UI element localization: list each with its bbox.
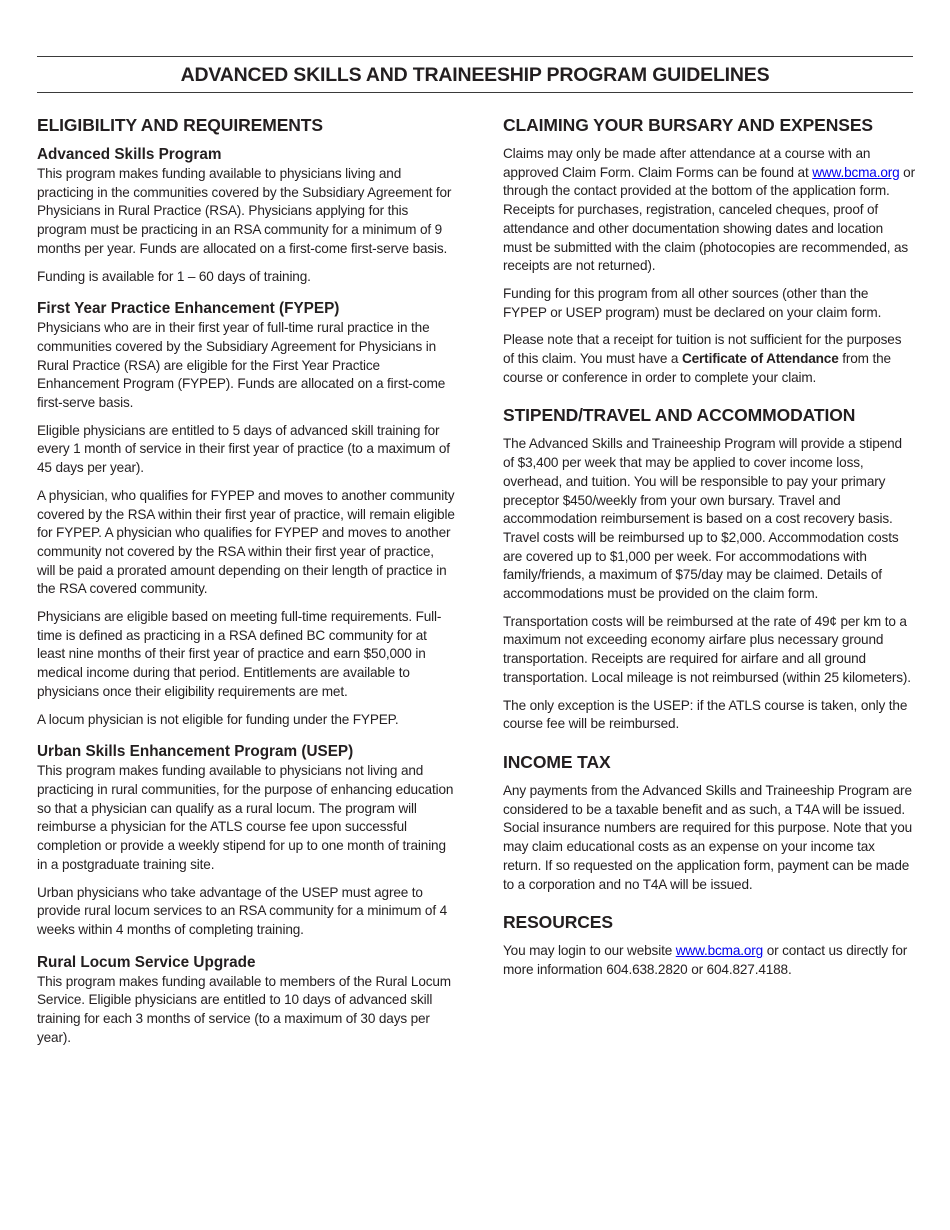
title-divider (37, 92, 913, 93)
claiming-paragraph-1 (503, 145, 915, 276)
fypep-paragraph-2: Eligible physicians are entitled to 5 days of advanced skill training for every 1 month of service in their first year of practice (to a maximum of 45 days per year). (37, 422, 450, 476)
rlsu-heading: Rural Locum Service Upgrade (37, 953, 256, 971)
stipend-paragraph-2: Transportation costs will be reimbursed at the rate of 49¢ per km to a maximum not exceeding economy airfare plus necessary ground transportation. Receipts are required for airfare and all ground transportation. Local mileage is not reimbursed (within 25 kilometers). (503, 613, 911, 685)
fypep-paragraph-3: A physician, who qualifies for FYPEP and moves to another community covered by the RSA within their first year of practice, will remain eligible for FYPEP. A physician who qualifies for FYPEP and moves to another community not covered by the RSA within their first year of practice, will be paid a prorated amount depending on their length of practice in the RSA covered community. (37, 487, 455, 597)
asp-paragraph-1: This program makes funding available to physicians living and practicing in the communities covered by the Subsidiary Agreement for Physicians in Rural Practice (RSA). Physicians applying for this program must be practicing in an RSA community for a minimum of 9 months per year. Funds are allocated on a first-come first-serve basis. (37, 166, 452, 256)
resources-text-b: or contact us directly for more information 604.638.2820 or 604.827.4188. (503, 943, 908, 977)
fypep-paragraph-1: Physicians who are in their first year of full-time rural practice in the communities covered by the Subsidiary Agreement for Physicians in Rural Practice (RSA) are eligible for the First Year Practice Enhancement Program (FYPEP). Funds are allocated on a first-come first-serve basis. (37, 320, 446, 411)
stipend-paragraph-1: The Advanced Skills and Traineeship Program will provide a stipend of $3,400 per week that may be applied to cover income loss, overhead, and tuition. You will be responsible to pay your primary preceptor $450/weekly from your own bursary. Travel and accommodation reimbursement is based on a cost recovery basis. Travel costs will be reimbursed up to $2,000. Accommodation costs are covered up to $1,000 per week. For accommodations with family/friends, a maximum of $75/day may be claimed. Details of accommodations must be provided on the claim form. (503, 436, 902, 602)
resources-paragraph-1 (503, 942, 915, 979)
claiming-p1-text-b: or through the contact provided at the bottom of the application form. Receipts for purchases, registration, canceled cheques, proof of attendance and other documentation showing dates and location must be submitted with the claim (photocopies are recommended, as receipts are not returned). (503, 164, 915, 274)
certificate-of-attendance-text: Certificate of Attendance (681, 351, 839, 367)
usep-paragraph-1: This program makes funding available to physicians not living and practicing in rural communities, for the purpose of enhancing education so that a physician can qualify as a rural locum. The program will reimburse a physician for the ATLS course fee upon successful completion or provide a weekly stipend for up to one month of training in a postgraduate training site. (37, 763, 454, 872)
stipend-heading: STIPEND/TRAVEL AND ACCOMMODATION (503, 405, 856, 426)
claiming-heading: CLAIMING YOUR BURSARY AND EXPENSES (503, 115, 873, 135)
stipend-paragraph-3: The only exception is the USEP: if the ATLS course is taken, only the course fee will be reimbursed. (503, 697, 908, 732)
income-tax-paragraph-1: Any payments from the Advanced Skills and Traineeship Program are considered to be a taxable benefit and as such, a T4A will be issued. Social insurance numbers are required for this purpose. Note that you may claim educational costs as an expense on your income tax return. If so requested on the application form, payment can be made to a corporation and no T4A will be issued. (503, 782, 913, 892)
resources-text-a: You may login to our website (503, 943, 676, 959)
bcma-website-link[interactable]: www.bcma.org (812, 164, 900, 180)
rlsu-paragraph-1: This program makes funding available to members of the Rural Locum Service. Eligible physicians are entitled to 10 days of advanced skill training for each 3 months of service (to a maximum of 30 days per year). (37, 973, 451, 1045)
fypep-paragraph-5: A locum physician is not eligible for funding under the FYPEP. (37, 711, 399, 727)
document-title: ADVANCED SKILLS AND TRAINEESHIP PROGRAM GUIDELINES (180, 64, 770, 86)
fypep-heading: First Year Practice Enhancement (FYPEP) (37, 300, 340, 318)
fypep-paragraph-4: Physicians are eligible based on meeting full-time requirements. Full-time is defined as practicing in a RSA defined BC community for at least nine months of their first year of practice and earn $50,000 in medical income during that period. Entitlements are available to physicians once their eligibility requirements are met. (37, 609, 442, 699)
claiming-p3-text-b: from the course or conference in order to complete your claim. (503, 351, 891, 385)
right-column (503, 113, 915, 989)
bcma-resources-link[interactable]: www.bcma.org (675, 943, 764, 959)
usep-heading: Urban Skills Enhancement Program (USEP) (37, 743, 354, 761)
claiming-paragraph-2: Funding for this program from all other sources (other than the FYPEP or USEP program) must be declared on your claim form. (503, 285, 882, 320)
left-column (37, 113, 455, 1056)
claiming-paragraph-3 (503, 331, 915, 387)
asp-paragraph-2: Funding is available for 1 – 60 days of training. (37, 268, 311, 284)
claiming-p1-text-a: Claims may only be made after attendance at a course with an approved Claim Form. Claim Forms can be found at (503, 146, 871, 180)
asp-heading: Advanced Skills Program (37, 146, 222, 163)
resources-heading: RESOURCES (503, 912, 613, 933)
eligibility-heading: ELIGIBILITY AND REQUIREMENTS (37, 115, 323, 135)
income-tax-heading: INCOME TAX (503, 751, 611, 772)
usep-paragraph-2: Urban physicians who take advantage of the USEP must agree to provide rural locum services to an RSA community for a minimum of 4 weeks within 4 months of completing training. (37, 884, 447, 937)
top-divider (37, 56, 913, 57)
claiming-p3-text-a: Please note that a receipt for tuition is not sufficient for the purposes of this claim. You must have a (503, 332, 902, 367)
